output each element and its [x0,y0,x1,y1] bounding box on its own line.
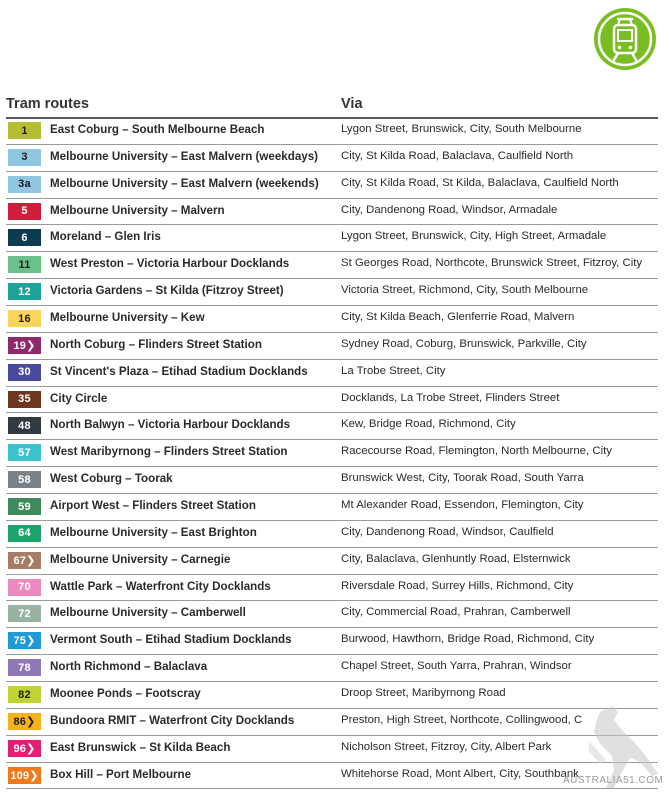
route-number-badge: 12 [8,283,41,300]
route-number-badge: 72 [8,605,41,622]
table-row [6,333,658,360]
route-name: Melbourne University – Camberwell [50,606,246,620]
route-via: Droop Street, Maribyrnong Road [341,687,506,700]
header-tram-routes: Tram routes [6,96,89,112]
route-number-badge: 67❯ [8,552,41,569]
table-row [6,575,658,602]
route-via: City, Dandenong Road, Windsor, Caulfield [341,525,554,538]
route-number-badge: 11 [8,256,41,273]
table-row [6,172,658,199]
table-row [6,440,658,467]
route-name: Vermont South – Etihad Stadium Docklands [50,633,292,647]
route-name: City Circle [50,391,108,405]
route-via: City, Balaclava, Glenhuntly Road, Elsternwick [341,552,571,565]
route-name: West Coburg – Toorak [50,472,173,486]
route-name: North Richmond – Balaclava [50,660,208,674]
routes-table [6,118,658,789]
route-name: Melbourne University – East Malvern (weekdays) [50,149,319,163]
route-number-badge: 35 [8,391,41,408]
route-name: Box Hill – Port Melbourne [50,767,192,781]
route-via: City, St Kilda Road, Balaclava, Caulfield North [341,149,574,162]
route-via: Sydney Road, Coburg, Brunswick, Parkville, City [341,337,587,350]
route-via: Lygon Street, Brunswick, City, High Street, Armadale [341,230,607,243]
route-name: Melbourne University – East Brighton [50,525,257,539]
route-via: Racecourse Road, Flemington, North Melbourne, City [341,445,612,458]
header-via: Via [341,96,363,112]
table-row [6,387,658,414]
route-name: West Preston – Victoria Harbour Docklands [50,257,290,271]
table-row [6,360,658,387]
route-number-badge: 48 [8,417,41,434]
route-number-badge: 6 [8,229,41,246]
route-number-badge: 82 [8,686,41,703]
route-via: Victoria Street, Richmond, City, South Melbourne [341,284,589,297]
route-number-badge: 30 [8,364,41,381]
route-number-badge: 59 [8,498,41,515]
route-name: North Balwyn – Victoria Harbour Docklands [50,418,291,432]
route-number-badge: 58 [8,471,41,488]
route-name: Melbourne University – Malvern [50,203,225,217]
route-via: Nicholson Street, Fitzroy, City, Albert Park [341,740,552,753]
route-number-badge: 1 [8,122,41,139]
route-name: Airport West – Flinders Street Station [50,499,256,513]
table-row [6,413,658,440]
watermark-text: AUSTRALIA51.COM [563,775,664,786]
route-name: Moreland – Glen Iris [50,230,161,244]
route-name: North Coburg – Flinders Street Station [50,337,262,351]
route-via: Burwood, Hawthorn, Bridge Road, Richmond, City [341,633,595,646]
table-row [6,279,658,306]
table-row [6,467,658,494]
table-row [6,601,658,628]
route-number-badge: 16 [8,310,41,327]
route-number-badge: 3 [8,149,41,166]
route-name: Bundoora RMIT – Waterfront City Docklands [50,713,295,727]
route-name: Melbourne University – Carnegie [50,552,231,566]
route-number-badge: 64 [8,525,41,542]
table-row [6,225,658,252]
route-name: Melbourne University – East Malvern (weekends) [50,176,319,190]
route-number-badge: 109❯ [8,767,41,784]
route-number-badge: 96❯ [8,740,41,757]
route-via: Docklands, La Trobe Street, Flinders Street [341,391,560,404]
route-number-badge: 86❯ [8,713,41,730]
route-number-badge: 57 [8,444,41,461]
table-row [6,521,658,548]
table-row [6,199,658,226]
tram-icon [594,8,656,70]
table-row [6,145,658,172]
route-via: City, St Kilda Beach, Glenferrie Road, Malvern [341,311,575,324]
route-number-badge: 3a [8,176,41,193]
route-number-badge: 70 [8,579,41,596]
table-row [6,494,658,521]
route-via: City, Dandenong Road, Windsor, Armadale [341,203,558,216]
route-name: Wattle Park – Waterfront City Docklands [50,579,271,593]
route-name: St Vincent's Plaza – Etihad Stadium Docklands [50,364,308,378]
route-number-badge: 19❯ [8,337,41,354]
route-via: Riversdale Road, Surrey Hills, Richmond, City [341,579,574,592]
table-header [6,96,658,116]
route-name: Moonee Ponds – Footscray [50,687,201,701]
route-via: City, Commercial Road, Prahran, Camberwell [341,606,571,619]
route-via: St Georges Road, Northcote, Brunswick Street, Fitzroy, City [341,257,643,270]
route-via: Kew, Bridge Road, Richmond, City [341,418,516,431]
table-row [6,118,658,145]
table-row [6,306,658,333]
table-row [6,628,658,655]
route-via: Mt Alexander Road, Essendon, Flemington, City [341,499,584,512]
table-row [6,548,658,575]
route-via: Preston, High Street, Northcote, Collingwood, C [341,713,583,726]
route-number-badge: 75❯ [8,632,41,649]
route-via: Whitehorse Road, Mont Albert, City, Southbank [341,767,579,780]
route-name: West Maribyrnong – Flinders Street Station [50,445,288,459]
route-via: City, St Kilda Road, St Kilda, Balaclava, Caulfield North [341,176,619,189]
table-row [6,252,658,279]
table-row [6,655,658,682]
route-via: Lygon Street, Brunswick, City, South Melbourne [341,123,582,135]
route-number-badge: 5 [8,203,41,220]
route-name: East Brunswick – St Kilda Beach [50,740,231,754]
route-via: Chapel Street, South Yarra, Prahran, Windsor [341,660,572,673]
route-number-badge: 78 [8,659,41,676]
route-name: Victoria Gardens – St Kilda (Fitzroy Street) [50,284,284,298]
route-via: Brunswick West, City, Toorak Road, South Yarra [341,472,584,485]
route-name: East Coburg – South Melbourne Beach [50,123,265,136]
route-via: La Trobe Street, City [341,364,446,377]
route-name: Melbourne University – Kew [50,311,205,325]
